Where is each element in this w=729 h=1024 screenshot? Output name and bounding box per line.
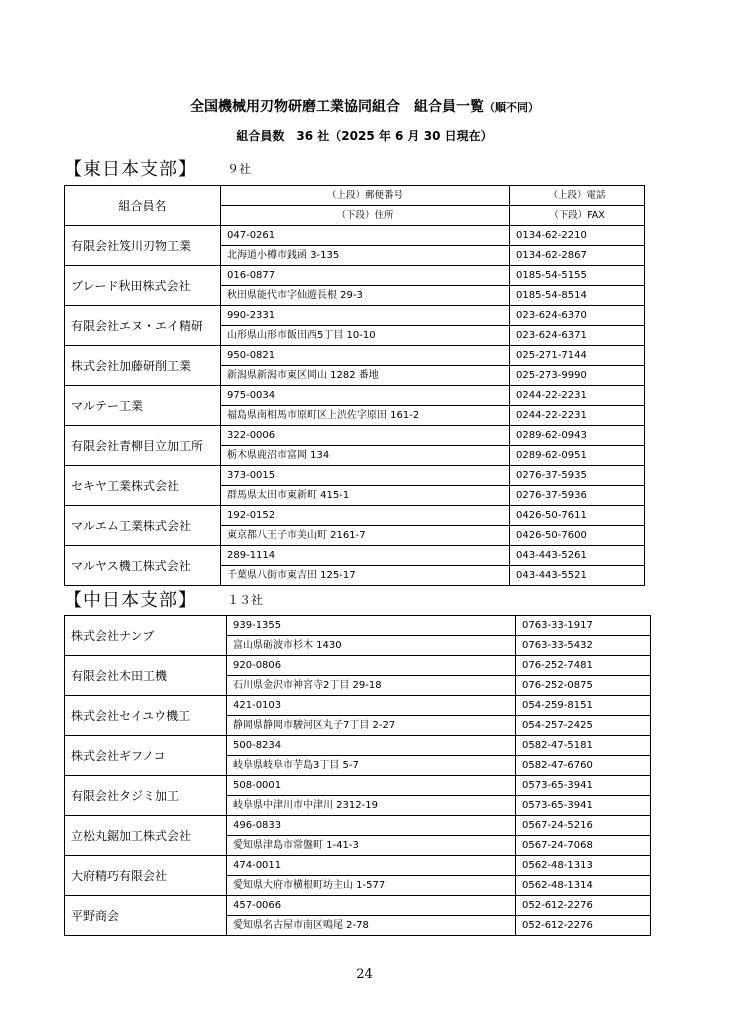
fax-number: 052-612-2276 (522, 920, 593, 931)
fax-number: 0244-22-2231 (516, 410, 587, 421)
table-row (65, 776, 651, 816)
member-name: 有限会社青柳目立加工所 (65, 426, 221, 466)
table-row (65, 656, 651, 696)
postal-code: 289-1114 (221, 546, 509, 566)
member-name: 有限会社エヌ・エイ精研 (65, 306, 221, 346)
header-postal: （上段）郵便番号 (221, 186, 509, 206)
table-row (65, 546, 645, 586)
member-name: マルエム工業株式会社 (65, 506, 221, 546)
tel-fax-cell (510, 386, 645, 426)
table-row (65, 346, 645, 386)
address: 岐阜県中津川市中津川 2312-19 (233, 800, 378, 811)
tel-number: 025-271-7144 (510, 346, 644, 366)
member-name: 平野商会 (65, 896, 227, 936)
table-row (65, 856, 651, 896)
postal-address-cell (227, 656, 516, 696)
postal-code: 016-0877 (221, 266, 509, 286)
postal-code: 192-0152 (221, 506, 509, 526)
member-name: 有限会社タジミ加工 (65, 776, 227, 816)
postal-address-cell (221, 266, 510, 306)
member-name: 株式会社ギフノコ (65, 736, 227, 776)
postal-code: 975-0034 (221, 386, 509, 406)
postal-code: 457-0066 (227, 896, 515, 916)
header-tel-fax (510, 186, 645, 226)
title-main: 全国機械用刃物研磨工業協同組合 組合員一覧 (190, 99, 484, 115)
tel-fax-cell (516, 816, 651, 856)
postal-address-cell (221, 346, 510, 386)
address: 群馬県太田市東新町 415-1 (227, 490, 350, 501)
member-table-east (64, 185, 645, 586)
tel-number: 054-259-8151 (516, 696, 650, 716)
tel-fax-cell (510, 426, 645, 466)
address: 東京都八王子市美山町 2161-7 (227, 530, 366, 541)
table-row (65, 506, 645, 546)
table-row (65, 816, 651, 856)
tel-fax-cell (516, 696, 651, 736)
address: 富山県砺波市杉木 1430 (233, 640, 342, 651)
table-row (65, 386, 645, 426)
address: 愛知県大府市横根町坊主山 1-577 (233, 880, 386, 891)
page-number: 24 (356, 967, 373, 982)
section-heading-central (64, 586, 264, 612)
member-name: 有限会社木田工機 (65, 656, 227, 696)
tel-fax-cell (516, 736, 651, 776)
address: 岐阜県岐阜市芋島3丁目 5-7 (233, 760, 359, 771)
postal-code: 373-0015 (221, 466, 509, 486)
postal-address-cell (227, 696, 516, 736)
tel-fax-cell (510, 466, 645, 506)
address: 石川県金沢市神宮寺2丁目 29-18 (233, 680, 382, 691)
address: 愛知県名古屋市南区鳴尾 2-78 (233, 920, 369, 931)
fax-number: 0185-54-8514 (516, 290, 587, 301)
tel-fax-cell (516, 856, 651, 896)
tel-number: 0567-24-5216 (516, 816, 650, 836)
postal-address-cell (227, 616, 516, 656)
tel-fax-cell (516, 616, 651, 656)
postal-address-cell (227, 736, 516, 776)
fax-number: 025-273-9990 (516, 370, 587, 381)
postal-code: 496-0833 (227, 816, 515, 836)
fax-number: 0763-33-5432 (522, 640, 593, 651)
address: 北海道小樽市銭函 3-135 (227, 250, 340, 261)
postal-address-cell (227, 896, 516, 936)
header-fax: （下段）FAX (549, 210, 605, 221)
table-row (65, 616, 651, 656)
fax-number: 0426-50-7600 (516, 530, 587, 541)
fax-number: 0276-37-5936 (516, 490, 587, 501)
fax-number: 0289-62-0951 (516, 450, 587, 461)
title-note: （順不同） (484, 101, 539, 114)
postal-code: 322-0006 (221, 426, 509, 446)
tel-number: 0134-62-2210 (510, 226, 644, 246)
tel-number: 0289-62-0943 (510, 426, 644, 446)
postal-code: 990-2331 (221, 306, 509, 326)
table-row (65, 466, 645, 506)
tel-number: 023-624-6370 (510, 306, 644, 326)
member-name: 株式会社セイユウ機工 (65, 696, 227, 736)
table-row (65, 306, 645, 346)
address: 栃木県鹿沼市富岡 134 (227, 450, 330, 461)
tel-fax-cell (510, 306, 645, 346)
tel-number: 0582-47-5181 (516, 736, 650, 756)
table-row (65, 226, 645, 266)
section-heading-east (64, 155, 252, 181)
header-tel: （上段）電話 (510, 186, 644, 206)
header-address: （下段）住所 (336, 210, 394, 221)
member-name: 有限会社笈川刃物工業 (65, 226, 221, 266)
address: 千葉県八街市東吉田 125-17 (227, 570, 356, 581)
section-name: 【中日本支部】 (64, 590, 197, 611)
address: 福島県南相馬市原町区上渋佐字原田 161-2 (227, 410, 420, 421)
fax-number: 054-257-2425 (522, 720, 593, 731)
fax-number: 076-252-0875 (522, 680, 593, 691)
table-row (65, 426, 645, 466)
tel-fax-cell (510, 266, 645, 306)
tel-fax-cell (516, 656, 651, 696)
fax-number: 0134-62-2867 (516, 250, 587, 261)
header-postal-address (221, 186, 510, 226)
tel-fax-cell (510, 226, 645, 266)
member-name: 株式会社加藤研削工業 (65, 346, 221, 386)
tel-fax-cell (510, 346, 645, 386)
tel-fax-cell (516, 776, 651, 816)
section-name: 【東日本支部】 (64, 159, 197, 180)
member-name: マルテー工業 (65, 386, 221, 426)
tel-number: 0244-22-2231 (510, 386, 644, 406)
member-name: ブレード秋田株式会社 (65, 266, 221, 306)
page-title (0, 96, 729, 116)
section-count: ９社 (227, 162, 252, 176)
postal-code: 474-0011 (227, 856, 515, 876)
member-name: 大府精巧有限会社 (65, 856, 227, 896)
address: 山形県山形市飯田西5丁目 10-10 (227, 330, 376, 341)
postal-address-cell (227, 856, 516, 896)
tel-number: 0276-37-5935 (510, 466, 644, 486)
table-row (65, 736, 651, 776)
tel-fax-cell (510, 506, 645, 546)
member-name: セキヤ工業株式会社 (65, 466, 221, 506)
tel-number: 0573-65-3941 (516, 776, 650, 796)
postal-code: 421-0103 (227, 696, 515, 716)
table-row (65, 696, 651, 736)
postal-address-cell (221, 306, 510, 346)
tel-number: 0426-50-7611 (510, 506, 644, 526)
postal-address-cell (227, 776, 516, 816)
postal-address-cell (221, 226, 510, 266)
postal-address-cell (221, 386, 510, 426)
tel-number: 0185-54-5155 (510, 266, 644, 286)
postal-code: 939-1355 (227, 616, 515, 636)
postal-code: 950-0821 (221, 346, 509, 366)
fax-number: 023-624-6371 (516, 330, 587, 341)
tel-number: 076-252-7481 (516, 656, 650, 676)
address: 秋田県能代市字仙遊長根 29-3 (227, 290, 363, 301)
fax-number: 0582-47-6760 (522, 760, 593, 771)
tel-number: 052-612-2276 (516, 896, 650, 916)
table-row (65, 896, 651, 936)
address: 愛知県津島市常盤町 1-41-3 (233, 840, 359, 851)
member-table-central (64, 615, 651, 936)
fax-number: 0562-48-1314 (522, 880, 593, 891)
member-name: 株式会社ナンブ (65, 616, 227, 656)
tel-fax-cell (510, 546, 645, 586)
table-row (65, 266, 645, 306)
fax-number: 043-443-5521 (516, 570, 587, 581)
member-name: 立松丸鋸加工株式会社 (65, 816, 227, 856)
postal-address-cell (221, 506, 510, 546)
section-count: １３社 (227, 593, 264, 607)
header-name: 組合員名 (65, 186, 221, 226)
table-header-row (65, 186, 645, 226)
postal-code: 508-0001 (227, 776, 515, 796)
postal-address-cell (221, 426, 510, 466)
tel-number: 043-443-5261 (510, 546, 644, 566)
tel-number: 0763-33-1917 (516, 616, 650, 636)
member-name: マルヤス機工株式会社 (65, 546, 221, 586)
postal-code: 500-8234 (227, 736, 515, 756)
address: 新潟県新潟市東区岡山 1282 番地 (227, 370, 379, 381)
postal-code: 920-0806 (227, 656, 515, 676)
postal-address-cell (221, 466, 510, 506)
tel-number: 0562-48-1313 (516, 856, 650, 876)
tel-fax-cell (516, 896, 651, 936)
postal-code: 047-0261 (221, 226, 509, 246)
address: 静岡県静岡市駿河区丸子7丁目 2-27 (233, 720, 396, 731)
postal-address-cell (221, 546, 510, 586)
member-count-subtitle: 組合員数 36 社（2025 年 6 月 30 日現在） (236, 129, 493, 143)
fax-number: 0573-65-3941 (522, 800, 593, 811)
postal-address-cell (227, 816, 516, 856)
fax-number: 0567-24-7068 (522, 840, 593, 851)
